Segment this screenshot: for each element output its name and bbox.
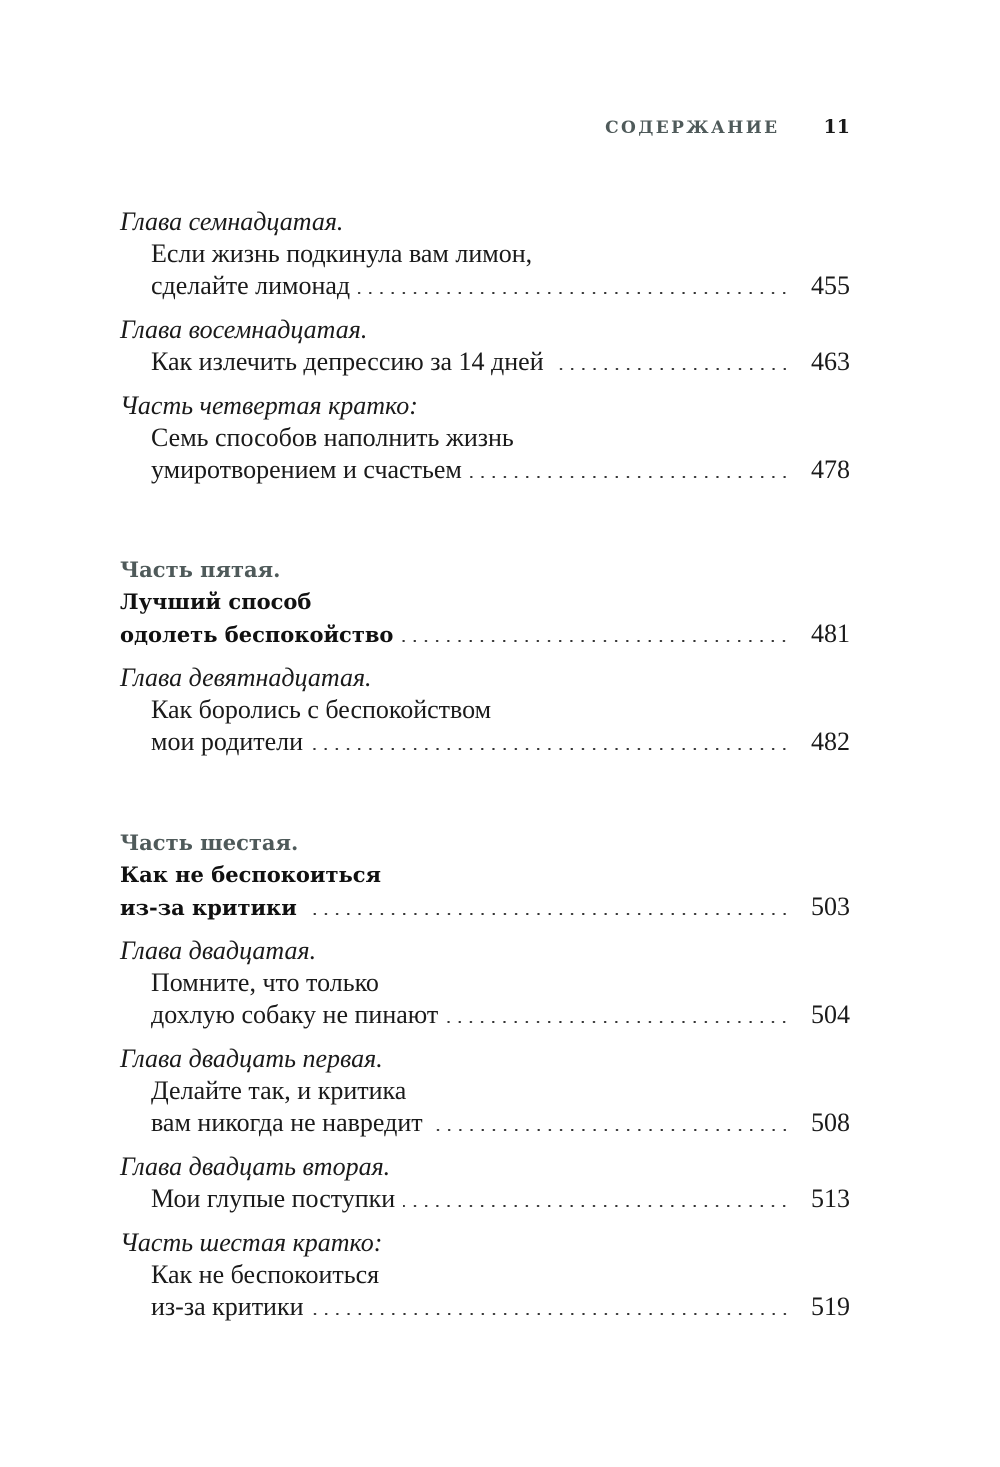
running-head-title: СОДЕРЖАНИЕ: [605, 118, 780, 138]
toc-entry-label: Глава девятнадцатая.: [120, 663, 372, 692]
toc-entry-leader-line[interactable]: [120, 1183, 850, 1215]
dot-leader: [311, 748, 790, 750]
dot-leader: [470, 476, 790, 478]
toc-entry-title-line: Как излечить депрессию за 14 дней: [151, 347, 544, 376]
toc-entry-page: 503: [811, 892, 850, 921]
part-title-line: одолеть беспокойство: [120, 622, 394, 647]
toc-entry-title-line: сделайте лимонад: [151, 271, 351, 300]
toc-entry-leader-line[interactable]: [120, 891, 850, 923]
toc-entry-leader-line[interactable]: [120, 1291, 850, 1323]
toc-entry-leader-line[interactable]: [120, 1107, 850, 1139]
toc-entry-page: 463: [811, 347, 850, 376]
toc-entry-page: 513: [811, 1184, 850, 1213]
toc-entry-title-line: Семь способов наполнить жизнь: [151, 423, 514, 452]
part-label: Часть пятая.: [120, 557, 281, 582]
dot-leader: [552, 368, 790, 370]
toc-entry-title-line: Делайте так, и критика: [151, 1076, 407, 1105]
page-number: 11: [823, 116, 850, 138]
toc-entry-label: Глава двадцать первая.: [120, 1044, 383, 1073]
toc-entry-leader-line[interactable]: [120, 999, 850, 1031]
part-title-line: Лучший способ: [120, 589, 312, 614]
part-label: Часть шестая.: [120, 830, 299, 855]
toc-entry-leader-line[interactable]: [120, 346, 850, 378]
toc-entry-title-line: мои родители: [151, 727, 304, 756]
toc-entry-leader-line[interactable]: [120, 726, 850, 758]
toc-entry-title-line: умиротворением и счастьем: [151, 455, 462, 484]
toc-entry-title-line: вам никогда не навредит: [151, 1108, 423, 1137]
toc-entry-page: 455: [811, 271, 850, 300]
dot-leader: [431, 1129, 790, 1131]
toc-entry-page: 481: [811, 619, 850, 648]
toc-entry-title-line: из-за критики: [151, 1292, 304, 1321]
toc-entry-title-line: Как не беспокоиться: [151, 1260, 380, 1289]
toc-block-1: [120, 206, 850, 486]
toc-entry-leader-line[interactable]: [120, 618, 850, 650]
toc-entry-page: 482: [811, 727, 850, 756]
toc-entry-title-line: Помните, что только: [151, 968, 379, 997]
toc-entry-page: 504: [811, 1000, 850, 1029]
dot-leader: [305, 913, 790, 915]
dot-leader: [401, 640, 790, 642]
toc-entry-title-line: Если жизнь подкинула вам лимон,: [151, 239, 533, 268]
toc-entry-title-line: дохлую собаку не пинают: [151, 1000, 439, 1029]
toc-entry-label: Глава семнадцатая.: [120, 207, 344, 236]
toc-entry-page: 478: [811, 455, 850, 484]
toc-block-part-5: [120, 554, 850, 758]
part-title-line: Как не беспокоиться: [120, 862, 382, 887]
toc-entry-label: Часть шестая кратко:: [120, 1228, 383, 1257]
toc-entry-label: Часть четвертая кратко:: [120, 391, 418, 420]
toc-entry-label: Глава восемнадцатая.: [120, 315, 368, 344]
dot-leader: [403, 1205, 790, 1207]
toc-entry-title-line: Как боролись с беспокойством: [151, 695, 492, 724]
toc-entry-page: 519: [811, 1292, 850, 1321]
toc-entry-leader-line[interactable]: [120, 270, 850, 302]
toc-entry-label: Глава двадцать вторая.: [120, 1152, 391, 1181]
toc-entry-page: 508: [811, 1108, 850, 1137]
running-head: [605, 116, 850, 138]
dot-leader: [358, 292, 790, 294]
toc-entry-label: Глава двадцатая.: [120, 936, 317, 965]
toc-block-part-6: [120, 827, 850, 1323]
toc-entry-title-line: Мои глупые поступки: [151, 1184, 396, 1213]
toc-entry-leader-line[interactable]: [120, 454, 850, 486]
dot-leader: [446, 1021, 790, 1023]
part-title-line: из-за критики: [120, 895, 297, 920]
dot-leader: [312, 1313, 790, 1315]
